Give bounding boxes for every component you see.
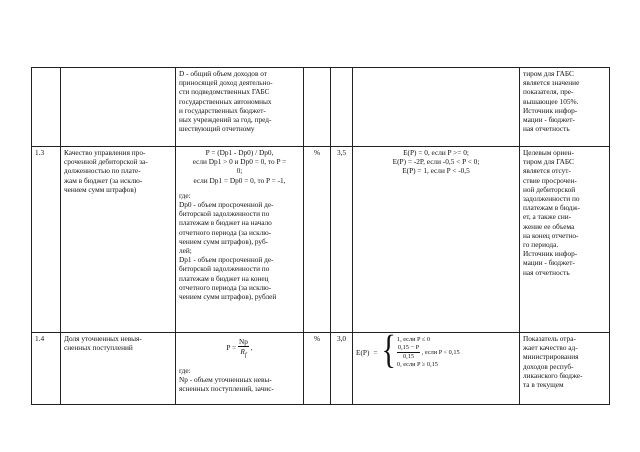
text-line: на конец отчетно- — [523, 230, 579, 240]
row-number: 1.3 — [32, 147, 61, 333]
table-row — [32, 333, 610, 405]
indicator-name — [61, 333, 176, 405]
text-line: биторской задолженности по — [179, 264, 270, 274]
fraction-formula: P = $\frac{Np}{R_f}$ , — [226, 337, 253, 359]
row-number — [32, 68, 61, 147]
text-line: лей; — [179, 246, 192, 256]
denominator-symbol: R — [240, 347, 245, 357]
brace-glyph: { — [381, 332, 396, 373]
evaluation-cell — [353, 333, 520, 405]
text-line: Качество управления про- — [64, 148, 146, 157]
equals-sign: = — [373, 347, 378, 357]
text-line: и государственных бюджет- — [179, 105, 266, 115]
case-row — [397, 344, 460, 361]
case-row: 0, если P ≥ 0,15 — [396, 361, 438, 368]
fraction-denominator — [239, 347, 247, 359]
where-label: где: — [179, 365, 191, 375]
text-line: отчетного периода (за исклю- — [179, 282, 272, 292]
text-line: долженностью по плате- — [64, 166, 141, 176]
text-line: жам в бюджет (за исклю- — [64, 175, 143, 185]
note-cell — [520, 333, 610, 405]
case-fraction-denominator: 0,15 — [403, 353, 415, 360]
text-line: приносящей доход деятельно- — [179, 78, 273, 88]
case-lines — [397, 336, 460, 369]
case-condition: , если P < 0,15 — [421, 348, 460, 356]
unit-cell: % — [304, 147, 331, 333]
case-fraction-numerator: 0,15 − P — [397, 344, 420, 351]
unit-cell — [304, 68, 331, 147]
formula-cell — [176, 68, 304, 147]
row-number: 1.4 — [32, 333, 61, 405]
text-line: ствие просрочен- — [523, 175, 577, 185]
evaluation-line: E(P) = 1, если P < -0,5 — [402, 166, 470, 176]
text-line: тиром для ГАБС — [523, 157, 574, 167]
fraction — [238, 337, 249, 360]
text-line: шествующий отчетному — [179, 124, 255, 134]
evaluation-cell — [353, 147, 520, 333]
brace-group — [381, 332, 460, 373]
text-line: ликанского бюдже- — [523, 370, 583, 380]
text-line: сти подведомственных ГАБС — [179, 87, 270, 97]
text-line: ет, а также сни- — [523, 212, 572, 222]
weight-cell: 3,0 — [331, 333, 353, 405]
formula-line: если Dp1 > 0 и Dp0 = 0, то P = — [192, 157, 287, 167]
text-line: ясненных поступлений, зачис- — [179, 384, 274, 394]
text-line: показателя, пре- — [523, 87, 574, 97]
evaluation-line: E(P) = -2P, если -0,5 < P < 0; — [392, 157, 480, 167]
text-line: Источник инфор- — [523, 105, 578, 115]
formula-lhs: P = — [226, 343, 237, 352]
text-line: Показатель отра- — [523, 334, 576, 343]
case-fraction — [397, 344, 420, 361]
text-line: Dp1 - объем просроченной де- — [179, 255, 274, 265]
text-line: чением сумм штрафов), руб- — [179, 236, 269, 246]
case-row: 1, если P ≤ 0 — [396, 336, 431, 343]
formula-line: если Dp1 = Dp0 = 0, то P = -1, — [193, 175, 286, 185]
text-line: Целевым ориен- — [523, 148, 574, 157]
table-row — [32, 68, 610, 147]
formula-line: 0; — [236, 166, 243, 176]
text-line: платежам в бюджет на конец — [179, 273, 269, 283]
note-cell — [520, 68, 610, 147]
piecewise-formula — [356, 332, 516, 373]
text-line: Dp0 - объем просроченной де- — [179, 200, 274, 210]
text-line: мации - бюджет- — [523, 258, 575, 268]
text-line: тиром для ГАБС — [523, 69, 574, 78]
evaluation-line: E(P) = 0, если P >= 0; — [403, 148, 469, 157]
text-line: та в текущем — [523, 380, 564, 390]
where-label: где: — [179, 190, 191, 200]
indicator-name — [61, 68, 176, 147]
unit-cell: % — [304, 333, 331, 405]
formula-cell — [176, 147, 304, 333]
text-line: отчетного периода (за исклю- — [179, 227, 272, 237]
fraction-numerator: Np — [238, 337, 248, 346]
text-line: платежам в бюдж- — [523, 203, 580, 213]
denominator-subscript: f — [244, 352, 247, 359]
text-line: Источник инфор- — [523, 249, 578, 259]
text-line: государственных автономных — [179, 96, 272, 106]
formula-cell — [176, 333, 304, 405]
text-line: Доля уточненных невыя- — [64, 334, 142, 343]
text-line: биторской задолженности по — [179, 209, 270, 219]
text-line: сроченной дебиторской за- — [64, 157, 148, 167]
text-line: доходов респуб- — [523, 361, 574, 371]
text-line: чением сумм штрафов), рублей — [179, 292, 277, 302]
text-line: министрирования — [523, 352, 579, 362]
text-line: Np - объем уточненных невы- — [179, 374, 272, 384]
text-line: является отсут- — [523, 166, 571, 176]
evaluation-cell — [353, 68, 520, 147]
text-line: жает качество ад- — [523, 343, 578, 353]
text-line: ных учреждений за год, пред- — [179, 115, 272, 125]
text-line: платежам в бюджет на начало — [179, 218, 272, 228]
text-line: жение ее объема — [523, 221, 575, 231]
text-line: является значение — [523, 78, 580, 88]
text-line: ная отчетность — [523, 267, 570, 277]
indicator-table — [31, 67, 610, 405]
text-line: ная отчетность — [523, 124, 570, 134]
evaluation-lhs: E(P) — [356, 347, 370, 357]
weight-cell: 3,5 — [331, 147, 353, 333]
text-line: сненных поступлений — [64, 343, 133, 353]
text-line: чением сумм штрафов) — [64, 184, 137, 194]
text-line: го периода. — [523, 240, 559, 250]
text-line: ной дебиторской — [523, 184, 576, 194]
text-line: D - общий объем доходов от — [179, 69, 267, 78]
indicator-name — [61, 147, 176, 333]
text-line: задолженности по — [523, 194, 580, 204]
formula-line: P = (Dp1 - Dp0) / Dp0, — [205, 148, 274, 157]
text-line: вышающее 105%. — [523, 96, 579, 106]
note-cell — [520, 147, 610, 333]
table-row — [32, 147, 610, 333]
text-line: мации - бюджет- — [523, 115, 575, 125]
weight-cell — [331, 68, 353, 147]
